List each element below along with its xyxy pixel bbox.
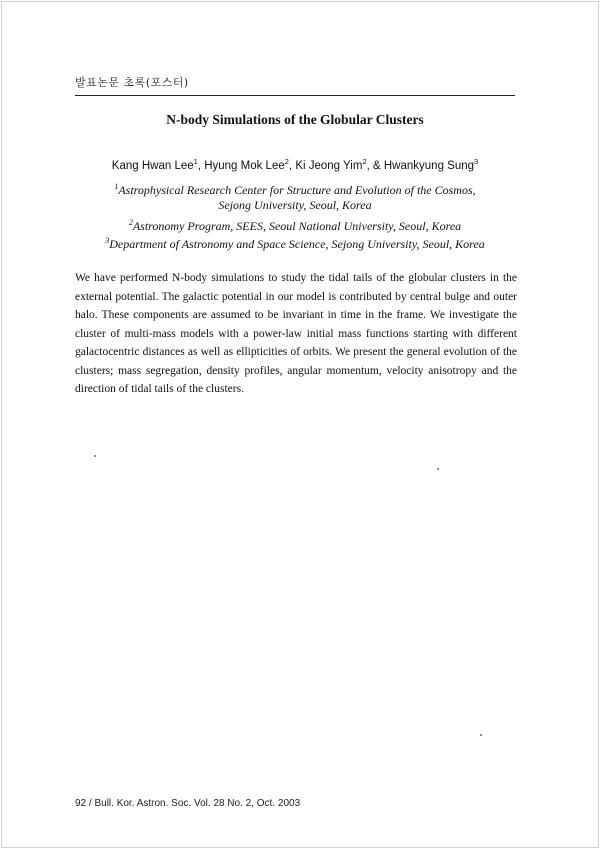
page-footer: 92 / Bull. Kor. Astron. Soc. Vol. 28 No. 2, Oct. 2003	[75, 798, 301, 809]
affiliation-mark: 1	[114, 182, 119, 191]
scan-speck	[94, 455, 96, 457]
author-name: Hwankyung Sung	[383, 160, 475, 172]
affiliation-line: Sejong University, Seoul, Korea	[218, 198, 372, 212]
author-separator: ,	[197, 160, 205, 172]
author-affil-mark: 2	[284, 157, 289, 167]
author-separator: ,	[288, 160, 296, 172]
author-name: Hyung Mok Lee	[204, 160, 285, 172]
author-affil-mark: 3	[474, 157, 479, 167]
scan-speck	[437, 468, 439, 470]
author-separator: , &	[366, 160, 384, 172]
section-header: 발표논문 초록(포스터)	[75, 76, 189, 89]
affiliation-3	[75, 237, 515, 252]
paper-title: N-body Simulations of the Globular Clusters	[166, 112, 424, 127]
page-border	[1, 1, 599, 848]
author-name: Ki Jeong Yim	[295, 160, 363, 172]
affiliation-mark: 2	[128, 218, 133, 227]
header-rule	[75, 95, 515, 96]
affiliation-mark: 3	[105, 236, 110, 245]
author-affil-mark: 1	[193, 157, 198, 167]
author-affil-mark: 2	[362, 157, 367, 167]
affiliation-line: Department of Astronomy and Space Science, Sejong University, Seoul, Korea	[109, 237, 485, 251]
affiliation-2	[75, 219, 515, 234]
scan-speck	[480, 734, 482, 736]
affiliation-line: Astrophysical Research Center for Structure and Evolution of the Cosmos,	[118, 183, 476, 197]
author-name: Kang Hwan Lee	[111, 160, 194, 172]
author-list	[75, 157, 515, 172]
affiliation-line: Astronomy Program, SEES, Seoul National University, Seoul, Korea	[132, 219, 462, 233]
abstract-text: We have performed N-body simulations to study the tidal tails of the globular clusters in the external potential. The galactic potential in our model is contributed by central bulge and outer halo. These components are assumed to be invariant in time in the frame. We investigate the cluster of multi-mass models with a power-law initial mass functions starting with different galactocentric distances as well as ellipticities of orbits. We present the general evolution of the clusters; mass segregation, density profiles, angular momentum, velocity anisotropy and the direction of tidal tails of the clusters.	[75, 272, 517, 395]
affiliation-1	[75, 183, 515, 213]
